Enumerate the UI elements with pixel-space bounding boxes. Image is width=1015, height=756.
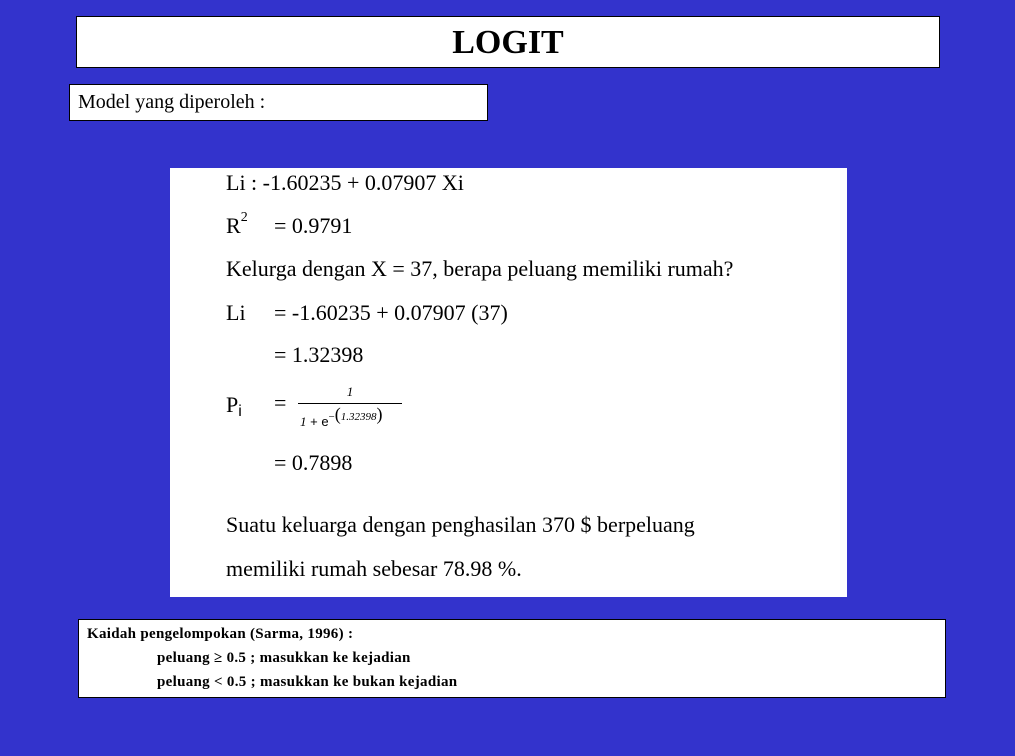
exponent-close-paren: ) (376, 404, 383, 424)
conclusion-line-1: Suatu keluarga dengan penghasilan 370 $ berpeluang (226, 512, 695, 537)
conclusion-line-2: memiliki rumah sebesar 78.98 %. (226, 556, 522, 581)
li-calc-label: Li (226, 300, 246, 325)
rule-box (78, 619, 946, 698)
rule-event: peluang ≥ 0.5 ; masukkan ke kejadian (157, 650, 411, 666)
fraction-bar (298, 403, 402, 404)
exponent-minus: − (328, 411, 335, 423)
pi-subscript: i (238, 403, 242, 420)
r-squared-label: R (226, 213, 241, 238)
r-squared-exponent: 2 (240, 209, 248, 225)
fraction-numerator: 1 (346, 384, 354, 399)
rule-heading: Kaidah pengelompokan (Sarma, 1996) : (87, 626, 354, 642)
r-squared-line (226, 209, 353, 239)
pi-equals: = (274, 390, 287, 415)
pi-label: P (226, 392, 239, 417)
pi-result: = 0.7898 (274, 450, 353, 475)
rule-non-event: peluang < 0.5 ; masukkan ke bukan kejadian (157, 674, 458, 690)
denominator-one: 1 (300, 414, 307, 429)
model-panel (170, 168, 847, 597)
r-squared-value: = 0.9791 (274, 213, 353, 238)
denominator-plus-e: + e (306, 414, 329, 429)
question-text: Kelurga dengan X = 37, berapa peluang memiliki rumah? (226, 256, 734, 281)
model-equation: Li : -1.60235 + 0.07907 Xi (226, 170, 464, 195)
subtitle-box (69, 84, 488, 121)
subtitle-text: Model yang diperoleh : (78, 91, 266, 113)
title-box (76, 16, 940, 68)
probability-fraction (298, 384, 408, 434)
exponent (328, 404, 383, 424)
exponent-open-paren: ( (334, 404, 341, 424)
li-calculation-line (226, 300, 626, 326)
li-calc-value: = -1.60235 + 0.07907 (37) (274, 300, 508, 325)
fraction-denominator (300, 404, 383, 431)
exponent-value: 1.32398 (340, 411, 377, 423)
pi-line (226, 390, 287, 420)
li-result: = 1.32398 (274, 342, 364, 367)
slide-title: LOGIT (452, 24, 564, 61)
